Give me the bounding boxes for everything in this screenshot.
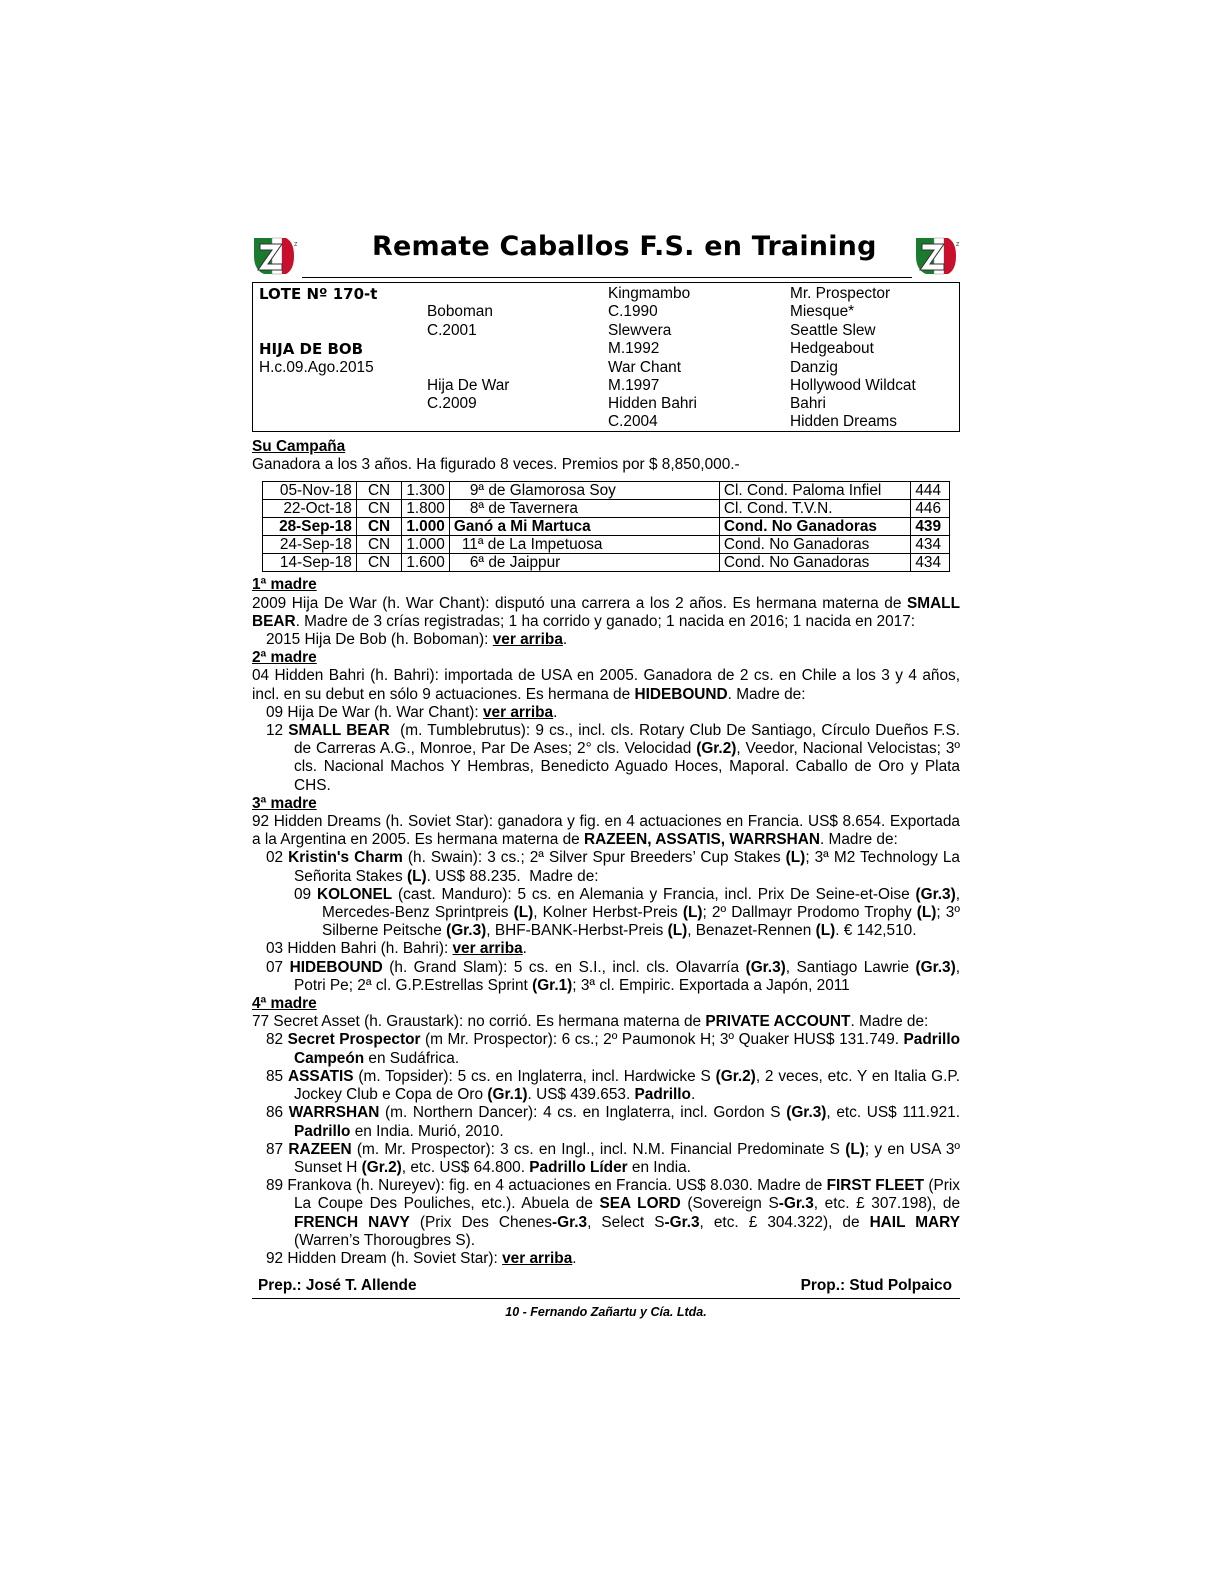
offspring-entry: 2015 Hija De Bob (h. Boboman): ver arriba. bbox=[266, 631, 568, 649]
race-result: Ganó a Mi Martuca bbox=[449, 518, 719, 536]
race-condition: Cond. No Ganadoras bbox=[719, 536, 910, 554]
offspring-entry: 82 Secret Prospector (m Mr. Prospector): 6 cs.; 2º Paumonok H; 3º Quaker HUS$ 131.749. Padrillo Campeón en Sudáfrica. bbox=[266, 1031, 960, 1067]
dam-1-title: 1ª madre bbox=[252, 576, 317, 594]
grandparent: Kingmambo bbox=[608, 285, 691, 302]
race-row bbox=[263, 500, 950, 518]
race-condition: Cond. No Ganadoras bbox=[719, 518, 910, 536]
race-track: CN bbox=[356, 536, 402, 554]
race-number: 444 bbox=[911, 482, 950, 500]
document-page bbox=[252, 232, 960, 1321]
grandparent: Hidden Bahri bbox=[608, 395, 697, 412]
owner: Prop.: Stud Polpaico bbox=[800, 1277, 952, 1295]
race-result: 11ª de La Impetuosa bbox=[449, 536, 719, 554]
offspring-entry: 86 WARRSHAN (m. Northern Dancer): 4 cs. en Inglaterra, incl. Gordon S (Gr.3), etc. US$ 111.921. Padrillo en India. Murió, 2010. bbox=[266, 1104, 960, 1140]
offspring-entry: 12 SMALL BEAR (m. Tumblebrutus): 9 cs., incl. cls. Rotary Club De Santiago, Círculo Dueños F.S. de Carreras A.G., Monroe, Par De Ases; 2° cls. Velocidad (Gr.2), Veedor, Nacional Velocistas; 3º cls. Nacional Machos Y Hembras, Benedicto Aguado Hoces, Maporal. Caballo de Oro y Plata CHS. bbox=[266, 722, 960, 794]
campaign-summary: Ganadora a los 3 años. Ha figurado 8 veces. Premios por $ 8,850,000.- bbox=[252, 456, 740, 474]
page-title: Remate Caballos F.S. en Training bbox=[372, 231, 877, 262]
race-condition: Cond. No Ganadoras bbox=[719, 554, 910, 572]
race-distance: 1.800 bbox=[402, 500, 450, 518]
trainer: Prep.: José T. Allende bbox=[258, 1277, 417, 1295]
dam-4-title: 4ª madre bbox=[252, 995, 317, 1013]
race-result: 6ª de Jaippur bbox=[449, 554, 719, 572]
race-number: 439 bbox=[911, 518, 950, 536]
svg-text:Z: Z bbox=[956, 242, 960, 248]
great-grandparent: Seattle Slew bbox=[790, 322, 876, 339]
race-track: CN bbox=[356, 500, 402, 518]
page-footer: 10 - Fernando Zañartu y Cía. Ltda. bbox=[505, 1305, 707, 1320]
race-result: 8ª de Tavernera bbox=[449, 500, 719, 518]
great-grandparent: Hollywood Wildcat bbox=[790, 377, 916, 394]
offspring-entry: 09 KOLONEL (cast. Manduro): 5 cs. en Alemania y Francia, incl. Prix De Seine-et-Oise (Gr.3), Mercedes-Benz Sprintpreis (L), Kolner Herbst-Preis (L); 2º Dallmayr Prodomo Trophy (L); 3º Silberne Peitsche (Gr.3), BHF-BANK-Herbst-Preis (L), Benazet-Rennen (L). € 142,510. bbox=[294, 885, 960, 940]
offspring-entry: 03 Hidden Bahri (h. Bahri): ver arriba. bbox=[266, 940, 527, 958]
header bbox=[252, 232, 960, 280]
dam-name: Hija De War bbox=[427, 377, 510, 394]
dam-2-title: 2ª madre bbox=[252, 649, 317, 667]
race-distance: 1.300 bbox=[402, 482, 450, 500]
grandparent: War Chant bbox=[608, 359, 681, 376]
sire-name: Boboman bbox=[427, 303, 493, 320]
zanartu-logo-icon bbox=[250, 234, 302, 278]
grandparent: Slewvera bbox=[608, 322, 672, 339]
race-track: CN bbox=[356, 518, 402, 536]
campaign-section bbox=[252, 438, 960, 474]
grandparent-year: M.1992 bbox=[608, 340, 660, 357]
sire-year: C.2001 bbox=[427, 322, 477, 339]
dam-3-title: 3ª madre bbox=[252, 794, 317, 812]
pedigree-box bbox=[252, 282, 960, 432]
offspring-entry: 89 Frankova (h. Nureyev): fig. en 4 actuaciones en Francia. US$ 8.030. Madre de FIRST FLEET (Prix La Coupe Des Pouliches, etc.). Abuela de SEA LORD (Sovereign S-Gr.3, etc. £ 307.198), de FRENCH NAVY (Prix Des Chenes-Gr.3, Select S-Gr.3, etc. £ 304.322), de HAIL MARY (Warren’s Thorougbres S). bbox=[266, 1177, 961, 1249]
campaign-title: Su Campaña bbox=[252, 438, 346, 455]
horse-name: HIJA DE BOB bbox=[259, 340, 364, 358]
great-grandparent: Mr. Prospector bbox=[790, 285, 891, 302]
offspring-entry: 92 Hidden Dream (h. Soviet Star): ver arriba. bbox=[266, 1249, 577, 1267]
see-above-link[interactable]: ver arriba bbox=[452, 940, 523, 958]
grandparent-year: M.1997 bbox=[608, 377, 660, 394]
great-grandparent: Hedgeabout bbox=[790, 340, 874, 357]
race-track: CN bbox=[356, 482, 402, 500]
dam-4-text: 77 Secret Asset (h. Graustark): no corrió. Es hermana materna de PRIVATE ACCOUNT. Madre de: bbox=[252, 1013, 929, 1031]
offspring-entry: 87 RAZEEN (m. Mr. Prospector): 3 cs. en Ingl., incl. N.M. Financial Predominate S (L); y en USA 3º Sunset H (Gr.2), etc. US$ 64.800. Padrillo Líder en India. bbox=[266, 1140, 960, 1176]
offspring-entry: 85 ASSATIS (m. Topsider): 5 cs. en Inglaterra, incl. Hardwicke S (Gr.2), 2 veces, etc. Y en Italia G.P. Jockey Club e Copa de Oro (Gr.1). US$ 439.653. Padrillo. bbox=[266, 1067, 960, 1104]
race-number: 446 bbox=[911, 500, 950, 518]
great-grandparent: Bahri bbox=[790, 395, 826, 412]
race-number: 434 bbox=[911, 536, 950, 554]
offspring-entry: 02 Kristin's Charm (h. Swain): 3 cs.; 2ª Silver Spur Breeders’ Cup Stakes (L); 3ª M2 Technology La Señorita Stakes (L). US$ 88.235. Madre de: bbox=[266, 849, 960, 885]
horse-info: H.c.09.Ago.2015 bbox=[259, 359, 374, 376]
race-result: 9ª de Glamorosa Soy bbox=[449, 482, 719, 500]
race-row bbox=[263, 482, 950, 500]
grandparent-year: C.2004 bbox=[608, 413, 658, 430]
great-grandparent: Miesque* bbox=[790, 303, 855, 320]
dam-1-text: 2009 Hija De War (h. War Chant): disputó una carrera a los 2 años. Es hermana materna de SMALL BEAR. Madre de 3 crías registradas; 1 ha corrido y ganado; 1 nacida en 2016; 1 nacida en 2017: bbox=[252, 594, 960, 630]
footer bbox=[252, 1272, 960, 1296]
dam-year: C.2009 bbox=[427, 395, 477, 412]
race-distance: 1.600 bbox=[402, 554, 450, 572]
race-date: 14-Sep-18 bbox=[263, 554, 357, 572]
great-grandparent: Danzig bbox=[790, 359, 838, 376]
dam-3-text: 92 Hidden Dreams (h. Soviet Star): ganadora y fig. en 4 actuaciones en Francia. US$ 8.654. Exportada a la Argentina en 2005. Es hermana materna de RAZEEN, ASSATIS, WARRSHAN. Madre de: bbox=[252, 813, 960, 849]
zanartu-logo-icon bbox=[912, 234, 964, 278]
great-grandparent: Hidden Dreams bbox=[790, 413, 897, 430]
race-condition: Cl. Cond. Paloma Infiel bbox=[719, 482, 910, 500]
grandparent-year: C.1990 bbox=[608, 303, 658, 320]
race-distance: 1.000 bbox=[402, 518, 450, 536]
race-date: 22-Oct-18 bbox=[263, 500, 357, 518]
see-above-link[interactable]: ver arriba bbox=[502, 1249, 573, 1267]
offspring-entry: 09 Hija De War (h. War Chant): ver arriba. bbox=[266, 703, 558, 721]
race-date: 05-Nov-18 bbox=[263, 482, 357, 500]
lot-number: LOTE Nº 170-t bbox=[259, 285, 378, 303]
see-above-link[interactable]: ver arriba bbox=[482, 703, 554, 721]
race-row bbox=[263, 518, 950, 536]
race-track: CN bbox=[356, 554, 402, 572]
race-date: 28-Sep-18 bbox=[263, 518, 357, 536]
race-number: 434 bbox=[911, 554, 950, 572]
offspring-entry: 07 HIDEBOUND (h. Grand Slam): 5 cs. en S.I., incl. cls. Olavarría (Gr.3), Santiago Lawrie (Gr.3), Potri Pe; 2ª cl. G.P.Estrellas Sprint (Gr.1); 3ª cl. Empiric. Exportada a Japón, 2011 bbox=[266, 958, 961, 994]
race-condition: Cl. Cond. T.V.N. bbox=[719, 500, 910, 518]
race-row bbox=[263, 554, 950, 572]
race-row bbox=[263, 536, 950, 554]
race-date: 24-Sep-18 bbox=[263, 536, 357, 554]
dam-2-text: 04 Hidden Bahri (h. Bahri): importada de USA en 2005. Ganadora de 2 cs. en Chile a los 3 y 4 años, incl. en su debut en sólo 9 actuaciones. Es hermana de HIDEBOUND. Madre de: bbox=[252, 667, 960, 703]
race-distance: 1.000 bbox=[402, 536, 450, 554]
svg-text:Z: Z bbox=[294, 242, 298, 248]
race-table bbox=[262, 481, 950, 572]
see-above-link[interactable]: ver arriba bbox=[492, 631, 563, 649]
footer-rule bbox=[252, 1298, 960, 1299]
